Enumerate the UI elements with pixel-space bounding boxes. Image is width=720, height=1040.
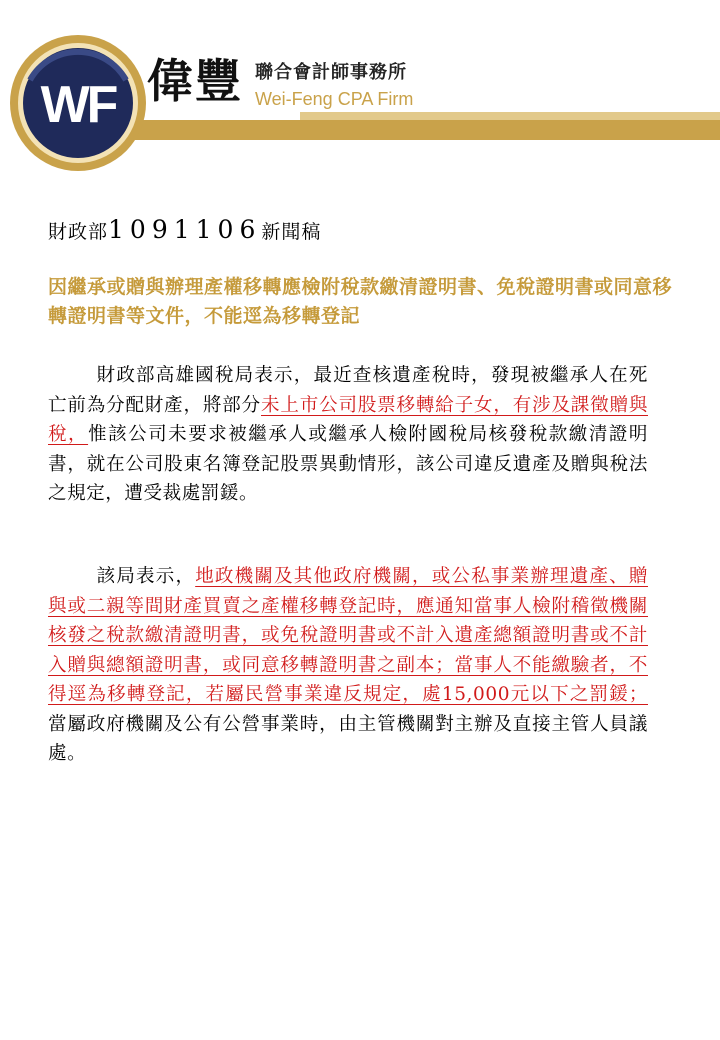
paragraph-2-text-b: 當屬政府機關及公有公營事業時，由主管機關對主辦及直接主管人員議處。 — [48, 713, 648, 764]
press-release-source — [48, 215, 321, 244]
letterhead — [0, 0, 720, 190]
source-date: 1091106 — [108, 215, 262, 244]
brand-name-cn: 偉豐 — [147, 54, 243, 108]
source-prefix: 財政部 — [48, 221, 109, 243]
source-suffix: 新聞稿 — [261, 221, 322, 243]
paragraph-2-text-a: 該局表示， — [96, 566, 196, 587]
paragraph-2 — [48, 562, 648, 769]
brand-subtitle-en: Wei-Feng CPA Firm — [255, 89, 414, 109]
paragraph-1 — [48, 361, 648, 509]
document-title: 因繼承或贈與辦理產權移轉應檢附稅款繳清證明書、免稅證明書或同意移轉證明書等文件，不能逕為移轉登記 — [48, 276, 673, 327]
paragraph-1-highlight: 未上市公司股票移轉給子女，有涉及課徵贈與稅， — [48, 394, 648, 445]
brand-subtitle-cn: 聯合會計師事務所 — [255, 62, 407, 83]
paragraph-2-highlight: 地政機關及其他政府機關，或公私事業辦理遺產、贈與或二親等間財產買賣之產權移轉登記時，應通知當事人檢附稽徵機關核發之稅款繳清證明書，或免稅證明書或不計入遺產總額證明書或不計入贈與總額證明書，或同意移轉證明書之副本；當事人不能繳驗者，不得逕為移轉登記，若屬民營事業違反規定，處15,000元以下之罰鍰； — [48, 566, 648, 705]
logo-monogram: WF — [40, 76, 116, 134]
paragraph-1-text-b: 惟該公司未要求被繼承人或繼承人檢附國稅局核發稅款繳清證明書，就在公司股東名簿登記股票異動情形，該公司違反遺產及贈與稅法之規定，遭受裁處罰鍰。 — [48, 424, 648, 504]
paragraph-1-text-a: 財政部高雄國稅局表示，最近查核遺產稅時，發現被繼承人在死亡前為分配財產，將部分 — [48, 365, 648, 416]
